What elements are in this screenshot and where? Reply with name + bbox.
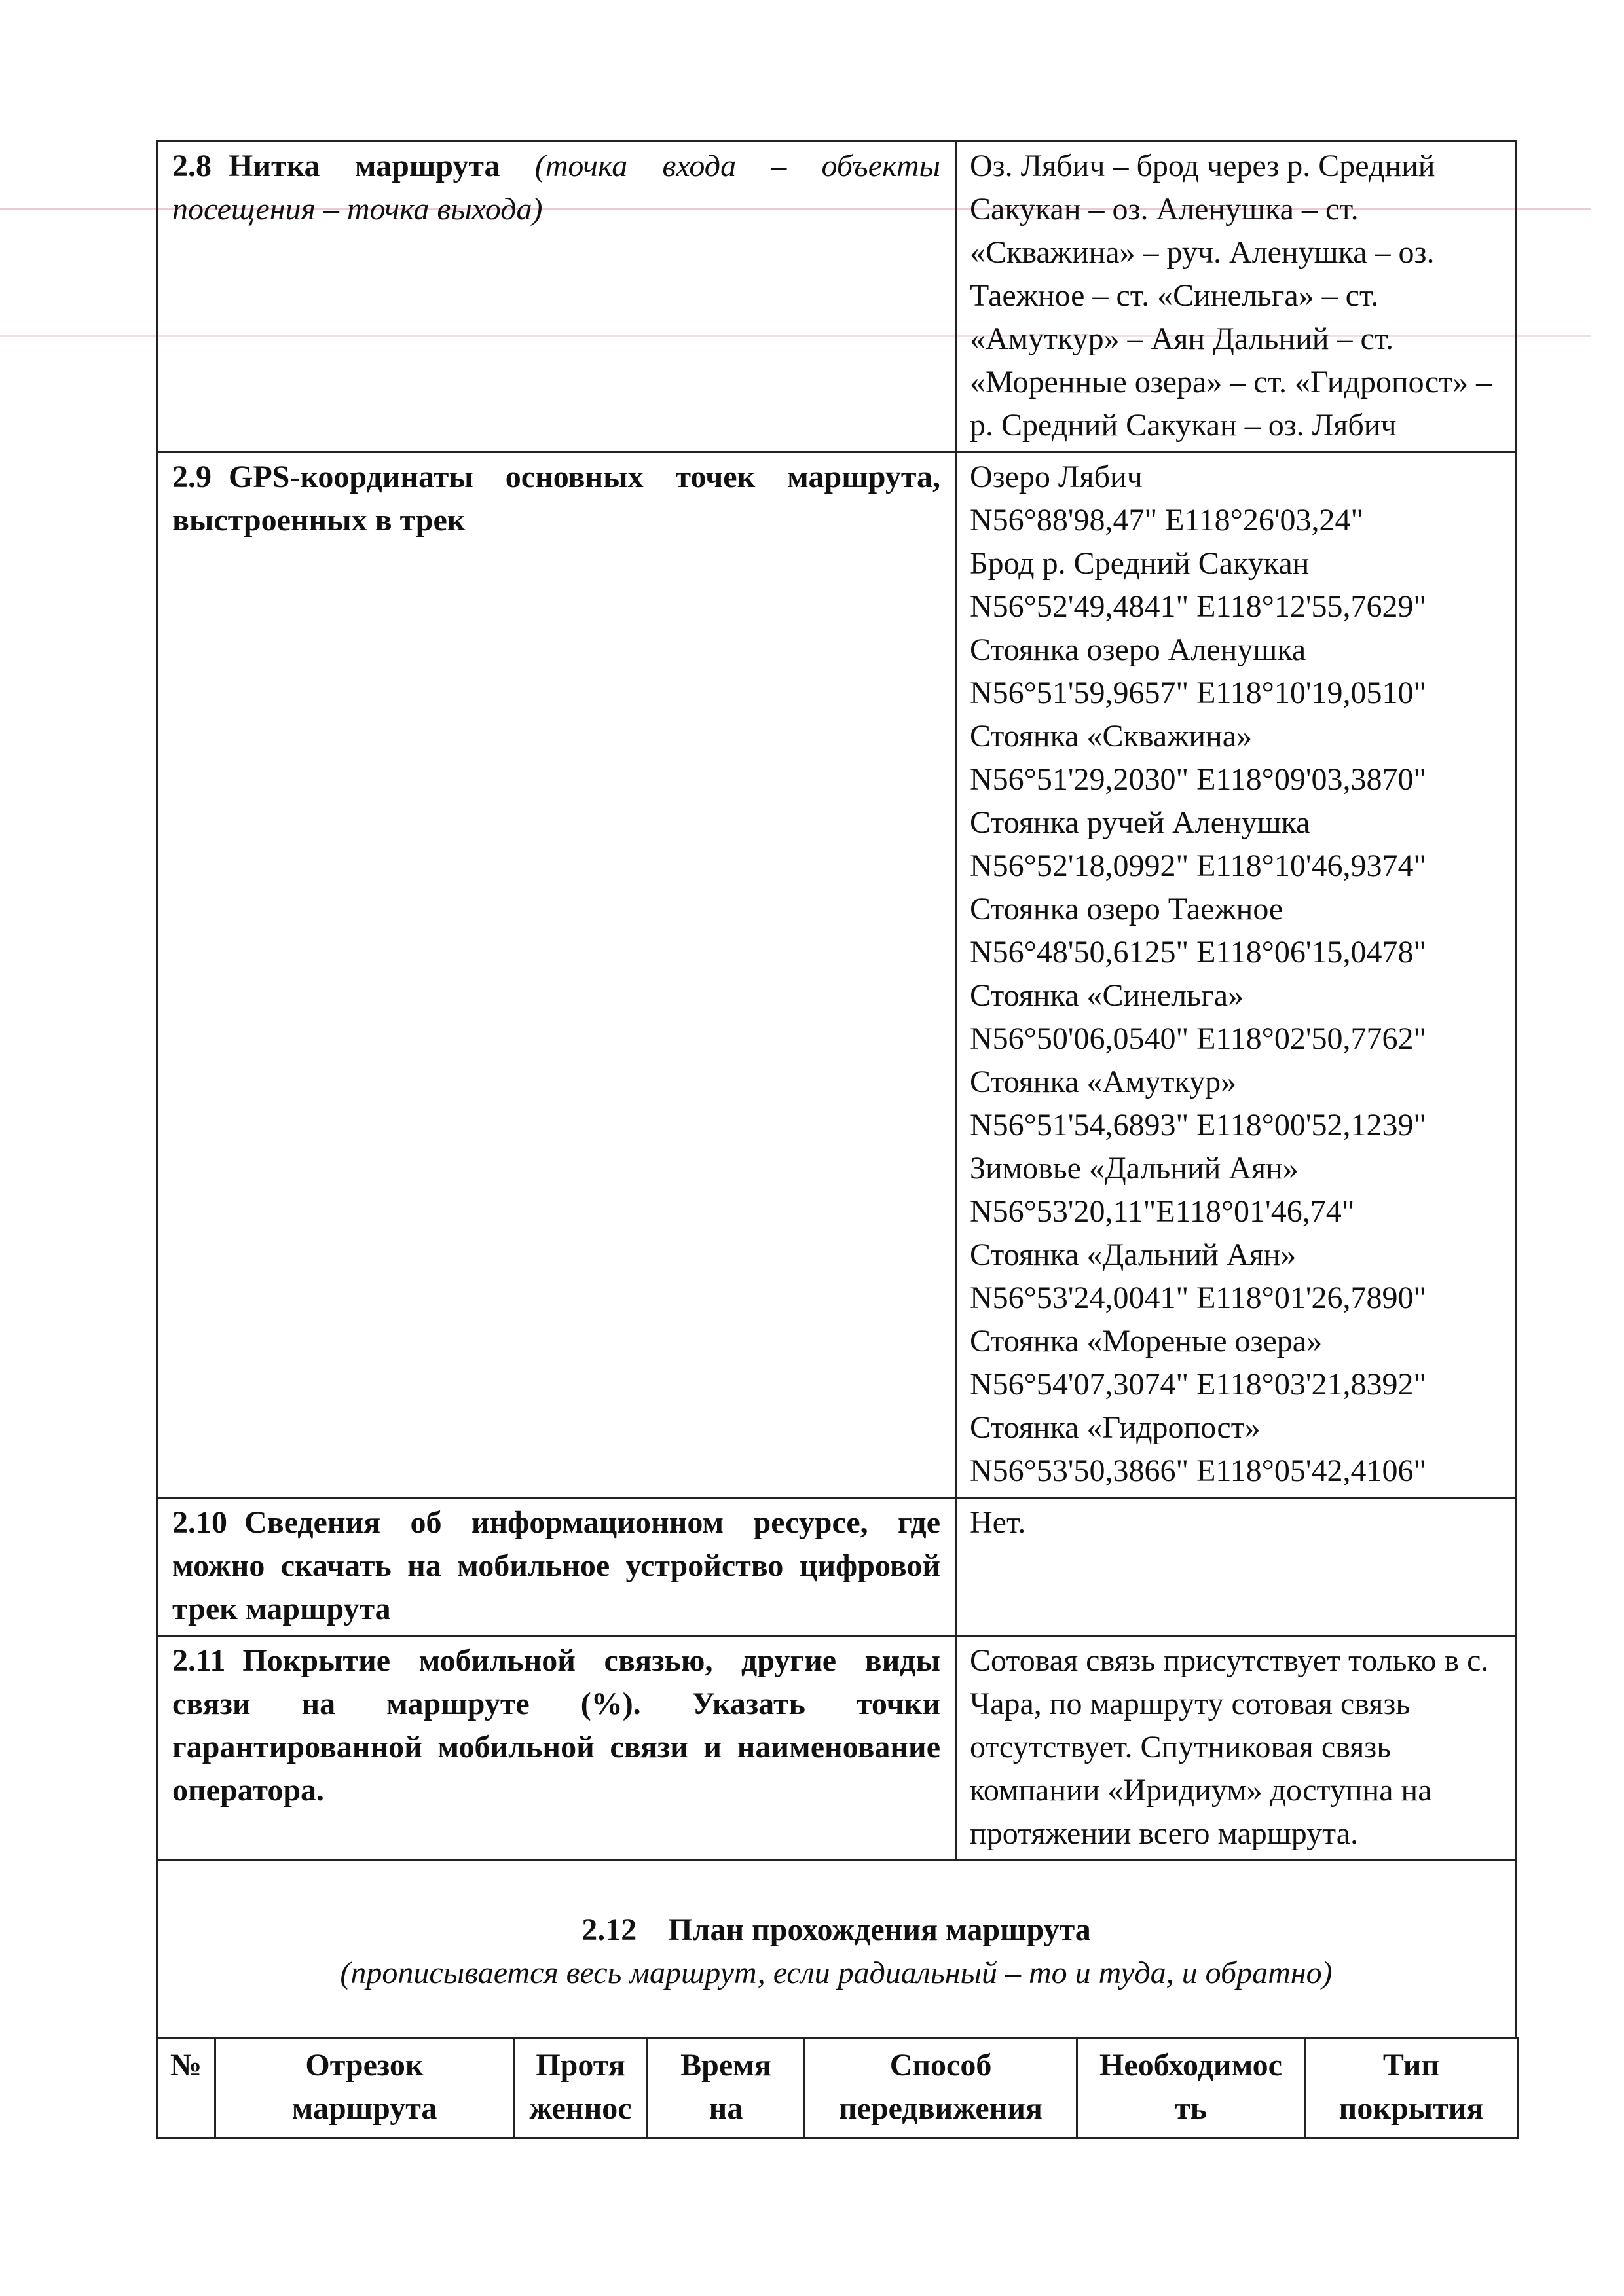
cell-line: N56°50'06,0540" E118°02'50,7762" bbox=[970, 1021, 1427, 1056]
column-header-line: Способ bbox=[889, 2048, 992, 2083]
row-2-8 bbox=[157, 141, 1516, 452]
cell-line: Брод р. Средний Сакукан bbox=[970, 546, 1310, 581]
column-header-line: Тип bbox=[1382, 2048, 1440, 2083]
column-header bbox=[1077, 2038, 1305, 2138]
cell-line: N56°52'49,4841" E118°12'55,7629" bbox=[970, 589, 1427, 624]
column-header bbox=[648, 2038, 805, 2138]
row-label bbox=[157, 452, 956, 1498]
cell-line: N56°51'59,9657" E118°10'19,0510" bbox=[970, 676, 1427, 710]
cell-line: Нет. bbox=[970, 1505, 1026, 1540]
column-header bbox=[805, 2038, 1077, 2138]
column-header-line: Необходимос bbox=[1099, 2048, 1282, 2083]
cell-line: Оз. Лябич – брод через р. Средний bbox=[970, 149, 1435, 183]
plan-title bbox=[164, 1908, 1508, 1952]
cell-line: Стоянка «Мореные озера» bbox=[970, 1324, 1323, 1358]
route-thread-cell bbox=[956, 141, 1516, 452]
cell-line: отсутствует. Спутниковая связь bbox=[970, 1730, 1392, 1764]
row-2-11 bbox=[157, 1636, 1516, 1861]
cell-line: Стоянка «Синельга» bbox=[970, 978, 1244, 1013]
column-header-line: женнос bbox=[529, 2091, 632, 2126]
cell-line: Стоянка «Скважина» bbox=[970, 719, 1252, 754]
plan-columns-table bbox=[156, 2037, 1519, 2139]
row-number: 2.11 bbox=[172, 1643, 226, 1678]
form-sheet bbox=[156, 140, 1517, 2139]
info-resource-cell bbox=[956, 1498, 1516, 1636]
row-title: Нитка маршрута bbox=[229, 149, 500, 183]
row-note: (точка входа – объекты посещения – точка выхода) bbox=[172, 149, 940, 227]
route-passport-table bbox=[156, 140, 1517, 2039]
cell-line: Зимовье «Дальний Аян» bbox=[970, 1151, 1299, 1186]
cell-line: Стоянка «Дальний Аян» bbox=[970, 1237, 1297, 1272]
cell-line: Сотовая связь присутствует только в с. bbox=[970, 1643, 1489, 1678]
cell-line: Озеро Лябич bbox=[970, 460, 1143, 494]
row-2-9 bbox=[157, 452, 1516, 1498]
column-header-line: Время bbox=[680, 2048, 771, 2083]
cell-line: N56°52'18,0992" E118°10'46,9374" bbox=[970, 848, 1427, 883]
row-number: 2.10 bbox=[172, 1505, 227, 1540]
cell-line: компании «Иридиум» доступна на bbox=[970, 1773, 1432, 1808]
cell-line: Стоянка ручей Аленушка bbox=[970, 805, 1310, 840]
column-header-line: передвижения bbox=[839, 2091, 1043, 2126]
row-title: GPS-координаты основных точек маршрута, выстроенных в трек bbox=[172, 460, 940, 538]
row-label bbox=[157, 1636, 956, 1861]
row-title: Сведения об информационном ресурсе, где можно скачать на мобильное устройство цифровой трек маршрута bbox=[172, 1505, 940, 1626]
row-label bbox=[157, 141, 956, 452]
cell-line: «Скважина» – руч. Аленушка – оз. bbox=[970, 235, 1435, 270]
cell-line: N56°53'24,0041" E118°01'26,7890" bbox=[970, 1281, 1427, 1315]
cell-line: N56°48'50,6125" E118°06'15,0478" bbox=[970, 935, 1427, 970]
plan-subtitle: (прописывается весь маршрут, если радиальный – то и туда, и обратно) bbox=[340, 1956, 1333, 1990]
cell-line: N56°88'98,47" E118°26'03,24" bbox=[970, 503, 1364, 538]
cell-line: Сакукан – оз. Аленушка – ст. bbox=[970, 192, 1359, 227]
cell-line: р. Средний Сакукан – оз. Лябич bbox=[970, 408, 1397, 443]
cell-line: N56°53'50,3866" E118°05'42,4106" bbox=[970, 1453, 1427, 1488]
cell-line: Стоянка «Амуткур» bbox=[970, 1065, 1237, 1099]
column-header bbox=[1305, 2038, 1518, 2138]
plan-number: 2.12 bbox=[581, 1912, 637, 1947]
cell-line: «Моренные озера» – ст. «Гидропост» – bbox=[970, 365, 1492, 399]
row-number: 2.8 bbox=[172, 149, 212, 183]
column-header-row bbox=[157, 2038, 1518, 2138]
column-header bbox=[514, 2038, 648, 2138]
column-header-line: на bbox=[709, 2091, 743, 2126]
column-header-line: Протя bbox=[536, 2048, 625, 2083]
column-header-line: Отрезок bbox=[305, 2048, 424, 2083]
plan-heading-cell bbox=[157, 1861, 1516, 2038]
cell-line: Стоянка «Гидропост» bbox=[970, 1410, 1261, 1445]
cell-line: Стоянка озеро Таежное bbox=[970, 892, 1283, 926]
column-header bbox=[157, 2038, 215, 2138]
column-header-line: № bbox=[170, 2048, 202, 2083]
cell-line: N56°51'29,2030" E118°09'03,3870" bbox=[970, 762, 1427, 797]
cell-line: N56°51'54,6893" E118°00'52,1239" bbox=[970, 1108, 1427, 1142]
cell-line: Таежное – ст. «Синельга» – ст. bbox=[970, 278, 1379, 313]
column-header-line: маршрута bbox=[291, 2091, 437, 2126]
column-header-line: покрытия bbox=[1338, 2091, 1484, 2126]
plan-title-text: План прохождения маршрута bbox=[668, 1912, 1091, 1947]
column-header-line: ть bbox=[1175, 2091, 1207, 2126]
mobile-coverage-cell bbox=[956, 1636, 1516, 1861]
column-header bbox=[215, 2038, 514, 2138]
cell-line: «Амуткур» – Аян Дальний – ст. bbox=[970, 321, 1394, 356]
cell-line: N56°53'20,11"E118°01'46,74" bbox=[970, 1194, 1355, 1229]
row-2-12 bbox=[157, 1861, 1516, 2038]
gps-coordinates-cell bbox=[956, 452, 1516, 1498]
cell-line: Чара, по маршруту сотовая связь bbox=[970, 1686, 1411, 1721]
row-2-10 bbox=[157, 1498, 1516, 1636]
cell-line: Стоянка озеро Аленушка bbox=[970, 632, 1306, 667]
cell-line: протяжении всего маршрута. bbox=[970, 1816, 1358, 1851]
cell-line: N56°54'07,3074" E118°03'21,8392" bbox=[970, 1367, 1427, 1402]
row-number: 2.9 bbox=[172, 460, 212, 494]
row-title: Покрытие мобильной связью, другие виды связи на маршруте (%). Указать точки гарантированной мобильной связи и наименование оператора. bbox=[172, 1643, 940, 1808]
row-label bbox=[157, 1498, 956, 1636]
